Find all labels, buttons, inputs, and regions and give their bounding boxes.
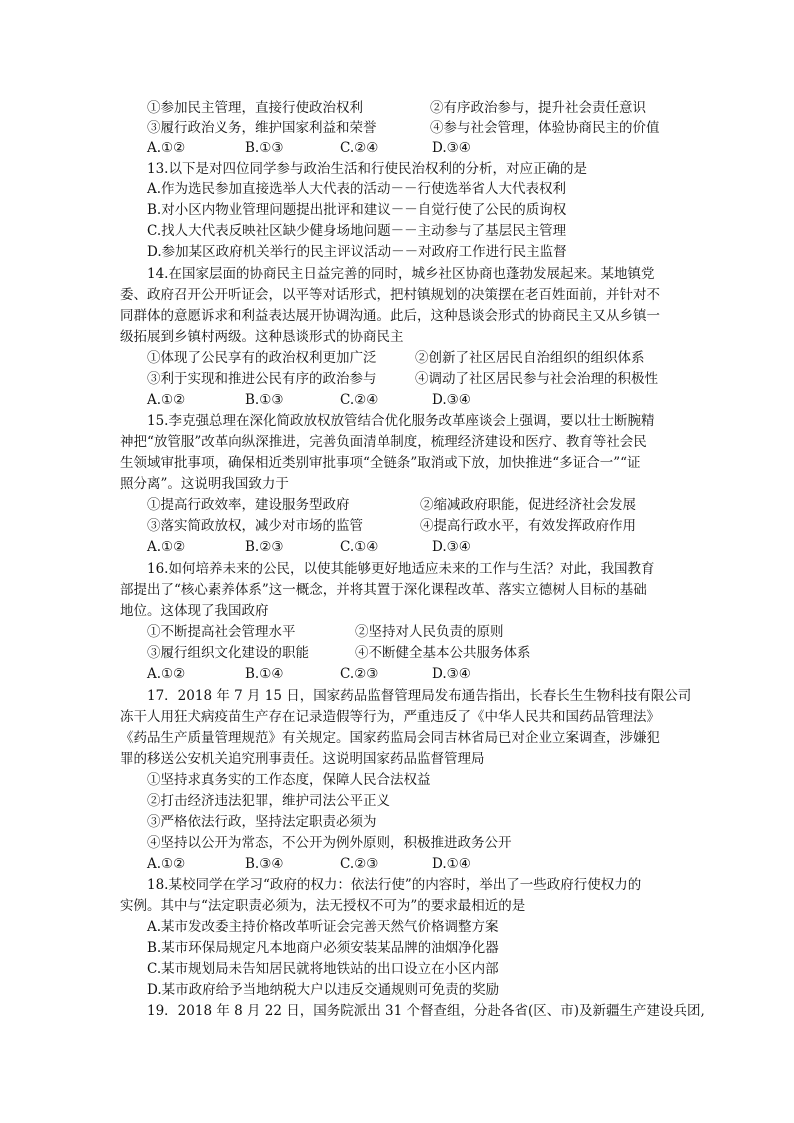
q16-answer-d: D.③④ (432, 666, 471, 682)
q17-stem-line-2: 冻干人用狂犬病疫苗生产存在记录造假等行为，严重违反了《中华人民共和国药品管理法》 (120, 709, 660, 725)
q14-answer-d: D.③④ (432, 392, 471, 408)
q13-option-b: B.对小区内物业管理问题提出批评和建议－－自觉行使了公民的质询权 (147, 202, 567, 218)
q17-stem-line-4: 罪的移送公安机关追究刑事责任。这说明国家药品监督管理局 (120, 751, 485, 767)
q13-option-c: C.找人大代表反映社区缺少健身场地问题－－主动参与了基层民主管理 (147, 223, 567, 239)
q15-stem-line-3: 生领域审批事项，确保相近类别审批事项“全链条”取消或下放，加快推进“多证合一”“证 (120, 455, 641, 471)
q16-stem-line-3: 地位。这体现了我国政府 (120, 603, 269, 619)
q18-stem-line-2: 实例。其中与“法定职责必须为，法无授权不可为”的要求最相近的是 (120, 898, 526, 914)
q18-option-a: A.某市发改委主持价格改革听证会完善天然气价格调整方案 (147, 919, 499, 935)
q17-answer-b: B.③④ (245, 856, 284, 872)
q18-option-d: D.某市政府给予当地纳税大户以违反交通规则可免责的奖励 (147, 982, 500, 998)
q14-answer-b: B.①③ (245, 392, 284, 408)
q15-answer-d: D.③④ (432, 539, 471, 555)
q18-option-b: B.某市环保局规定凡本地商户必须安装某品牌的油烟净化器 (147, 940, 499, 956)
q16-stem-line-2: 部提出了“核心素养体系”这一概念，并将其置于深化课程改革、落实立德树人目标的基础 (120, 582, 647, 598)
q17-option-4: ④坚持以公开为常态，不公开为例外原则，积极推进政务公开 (147, 835, 512, 851)
q16-stem-line-1: 16.如何培养未来的公民，以使其能够更好地适应未来的工作与生活？对此，我国教育 (147, 561, 655, 577)
q17-answer-c: C.②③ (340, 856, 379, 872)
q12-option-4: ④参与社会管理，体验协商民主的价值 (430, 120, 660, 136)
q15-option-1: ①提高行政效率，建设服务型政府 (147, 497, 350, 513)
q12-answer-c: C.②④ (340, 140, 379, 156)
q13-option-a: A.作为选民参加直接选举人大代表的活动－－行使选举省人大代表权利 (147, 181, 567, 197)
q17-stem-line-3: 《药品生产质量管理规范》有关规定。国家药监局会同吉林省局已对企业立案调查，涉嫌犯 (120, 730, 660, 746)
q15-answer-b: B.②③ (245, 539, 284, 555)
q16-answer-a: A.①② (147, 666, 186, 682)
q15-option-2: ②缩减政府职能，促进经济社会发展 (420, 497, 636, 513)
q17-answer-d: D.①④ (432, 856, 471, 872)
q16-option-4: ④不断健全基本公共服务体系 (355, 645, 531, 661)
q14-option-1: ①体现了公民享有的政治权利更加广泛 (147, 350, 377, 366)
q12-answer-b: B.①③ (245, 140, 284, 156)
q12-option-1: ①参加民主管理，直接行使政治权利 (147, 100, 363, 116)
q14-stem-line-3: 同群体的意愿诉求和利益表达展开协调沟通。此后，这种恳谈会形式的协商民主又从乡镇一 (120, 308, 660, 324)
q15-stem-line-1: 15.李克强总理在深化简政放权放管结合优化服务改革座谈会上强调，要以壮士断腕精 (147, 413, 655, 429)
q15-answer-c: C.①④ (340, 539, 379, 555)
q14-stem-line-4: 级拓展到乡镇村两级。这种恳谈形式的协商民主 (120, 329, 404, 345)
q18-stem-line-1: 18.某校同学在学习“政府的权力：依法行使”的内容时，举出了一些政府行使权力的 (147, 877, 642, 893)
q12-option-3: ③履行政治义务，维护国家利益和荣誉 (147, 120, 377, 136)
q15-option-4: ④提高行政水平，有效发挥政府作用 (420, 518, 636, 534)
q14-option-2: ②创新了社区居民自治组织的组织体系 (415, 350, 645, 366)
q14-option-4: ④调动了社区居民参与社会治理的积极性 (415, 371, 658, 387)
q16-answer-c: C.②③ (340, 666, 379, 682)
q17-option-1: ①坚持求真务实的工作态度，保障人民合法权益 (147, 772, 431, 788)
q14-answer-c: C.②④ (340, 392, 379, 408)
q13-stem: 13.以下是对四位同学参与政治生活和行使民治权利的分析，对应正确的是 (147, 161, 587, 177)
q15-answer-a: A.①② (147, 539, 186, 555)
q12-option-2: ②有序政治参与，提升社会责任意识 (430, 100, 646, 116)
q17-option-3: ③严格依法行政，坚持法定职责必须为 (147, 814, 377, 830)
q14-option-3: ③利于实现和推进公民有序的政治参与 (147, 371, 377, 387)
q17-stem-line-1: 17．2018 年 7 月 15 日，国家药品监督管理局发布通告指出，长春长生生物科技有限公司 (147, 688, 692, 704)
q13-option-d: D.参加某区政府机关举行的民主评议活动－－对政府工作进行民主监督 (147, 244, 567, 260)
q12-answer-d: D.③④ (432, 140, 471, 156)
q17-answer-a: A.①② (147, 856, 186, 872)
q16-option-2: ②坚持对人民负责的原则 (355, 624, 504, 640)
q16-option-3: ③履行组织文化建设的职能 (147, 645, 309, 661)
q14-answer-a: A.①② (147, 392, 186, 408)
q15-option-3: ③落实简政放权，减少对市场的监管 (147, 518, 363, 534)
q16-answer-b: B.①④ (245, 666, 284, 682)
q16-option-1: ①不断提高社会管理水平 (147, 624, 296, 640)
q14-stem-line-2: 委、政府召开公开听证会，以平等对话形式，把村镇规划的决策摆在老百姓面前，并针对不 (120, 287, 660, 303)
q17-option-2: ②打击经济违法犯罪，维护司法公平正义 (147, 793, 390, 809)
q19-stem-line-1: 19．2018 年 8 月 22 日，国务院派出 31 个督查组，分赴各省(区、市)及新疆生产建设兵团, (147, 1003, 705, 1019)
q18-option-c: C.某市规划局未告知居民就将地铁站的出口设立在小区内部 (147, 961, 499, 977)
q14-stem-line-1: 14.在国家层面的协商民主日益完善的同时，城乡社区协商也蓬勃发展起来。某地镇党 (147, 266, 655, 282)
q12-answer-a: A.①② (147, 140, 186, 156)
q15-stem-line-2: 神把“放管服”改革向纵深推进，完善负面清单制度，梳理经济建设和医疗、教育等社会民 (120, 434, 647, 450)
q15-stem-line-4: 照分离”。这说明我国致力于 (120, 476, 289, 492)
